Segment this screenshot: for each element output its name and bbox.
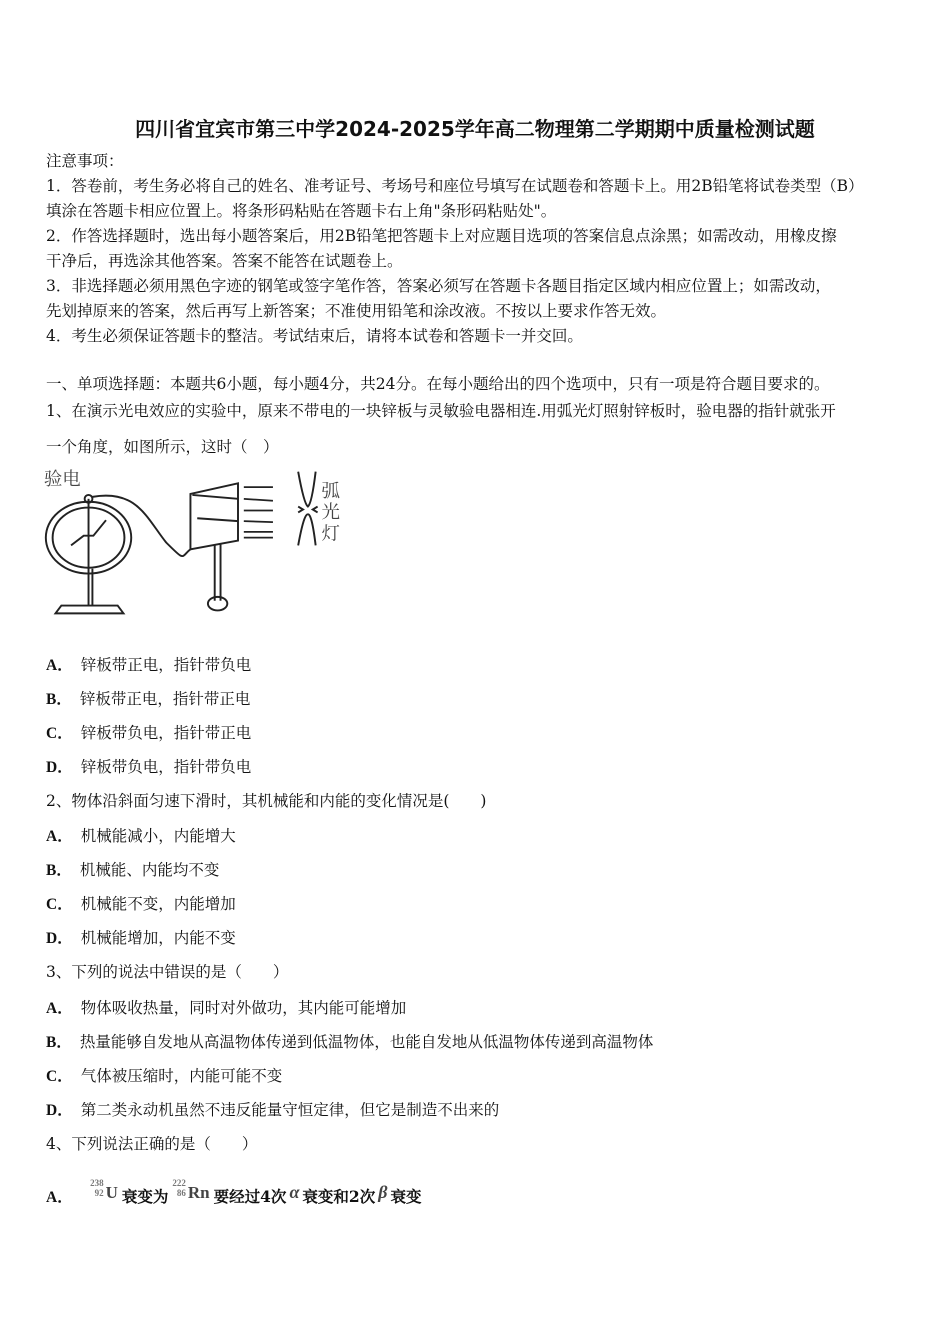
question-stem: 1、在演示光电效应的实验中，原来不带电的一块锌板与灵敏验电器相连.用弧光灯照射锌板时，验电器的指针就张开 — [46, 402, 836, 420]
option-d — [46, 757, 251, 778]
option-text: 锌板带正电，指针带正电 — [79, 690, 251, 708]
notice-line: 填涂在答题卡相应位置上。将条形码粘贴在答题卡右上角"条形码粘贴处"。 — [46, 202, 557, 220]
arc-lamp-lower — [298, 514, 315, 545]
option-key: A． — [46, 657, 73, 674]
option-c — [46, 1066, 282, 1087]
option-a — [46, 1178, 421, 1208]
page-title: 四川省宜宾市第三中学2024-2025学年高二物理第二学期期中质量检测试题 — [135, 117, 815, 141]
option-key: B． — [46, 1034, 72, 1051]
option-text: 机械能不变，内能增加 — [80, 895, 236, 913]
zinc-plate — [190, 483, 238, 549]
option-text: 锌板带正电，指针带负电 — [80, 656, 252, 674]
figure-label-arc: 光 — [321, 502, 340, 524]
question-stem: 4、下列说法正确的是（ ） — [46, 1135, 258, 1153]
nuclide-radon — [172, 1178, 209, 1208]
element-symbol: U — [105, 1183, 118, 1202]
atomic-number: 92 — [94, 1188, 104, 1198]
figure-label-arc: 灯 — [321, 523, 340, 545]
option-text: 锌板带负电，指针带负电 — [80, 758, 252, 776]
option-a — [46, 826, 236, 847]
option-b — [46, 1032, 653, 1053]
notice-heading: 注意事项： — [46, 152, 124, 170]
option-text: 物体吸收热量，同时对外做功，其内能可能增加 — [80, 999, 407, 1017]
alpha-symbol: α — [289, 1182, 300, 1202]
option-text: 衰变和2次 — [302, 1187, 376, 1206]
notice-line: 4．考生必须保证答题卡的整洁。考试结束后，请将本试卷和答题卡一并交回。 — [46, 327, 583, 345]
nuclide-uranium — [90, 1178, 118, 1208]
atomic-number: 86 — [176, 1188, 186, 1198]
option-key: D． — [46, 1102, 73, 1119]
option-key: B． — [46, 862, 72, 879]
option-key: C． — [46, 725, 73, 742]
option-b — [46, 689, 250, 710]
figure-label-electroscope: 验电 — [43, 469, 81, 491]
question-stem: 一个角度，如图所示，这时（ ） — [46, 438, 279, 456]
photoelectric-experiment-figure — [40, 460, 370, 625]
option-text: 机械能、内能均不变 — [79, 861, 220, 879]
option-d — [46, 1100, 499, 1121]
section-heading: 一、单项选择题：本题共6小题，每小题4分，共24分。在每小题给出的四个选项中，只有一项是符合题目要求的。 — [46, 375, 830, 393]
option-text: 机械能增加，内能不变 — [80, 929, 236, 947]
notice-line: 2．作答选择题时，选出每小题答案后，用2B铅笔把答题卡上对应题目选项的答案信息点涂黑；如需改动，用橡皮擦 — [46, 227, 837, 245]
notice-line: 3．非选择题必须用黑色字迹的钢笔或签字笔作答，答案必须写在答题卡各题目指定区域内相应位置上；如需改动， — [46, 277, 831, 295]
option-text: 第二类永动机虽然不违反能量守恒定律，但它是制造不出来的 — [80, 1101, 500, 1119]
question-stem: 3、下列的说法中错误的是（ ） — [46, 963, 289, 981]
element-symbol: Rn — [187, 1183, 210, 1202]
arc-lamp-upper — [298, 472, 315, 507]
option-text: 热量能够自发地从高温物体传递到低温物体，也能自发地从低温物体传递到高温物体 — [79, 1033, 654, 1051]
figure-label-arc: 弧 — [321, 480, 340, 502]
option-key: B． — [46, 691, 72, 708]
option-text: 衰变 — [390, 1187, 422, 1206]
option-key: D． — [46, 759, 73, 776]
option-d — [46, 928, 236, 949]
option-key: A． — [46, 1000, 73, 1017]
option-text: 气体被压缩时，内能可能不变 — [80, 1067, 283, 1085]
mass-number: 222 — [172, 1178, 186, 1188]
option-text: 要经过4次 — [213, 1187, 287, 1206]
option-key: A． — [46, 828, 73, 845]
option-text: 锌板带负电，指针带正电 — [80, 724, 252, 742]
option-a — [46, 655, 251, 676]
option-key: D． — [46, 930, 73, 947]
option-key: C． — [46, 896, 73, 913]
question-stem: 2、物体沿斜面匀速下滑时，其机械能和内能的变化情况是( ) — [46, 792, 487, 810]
option-key: A． — [46, 1189, 73, 1206]
option-a — [46, 998, 406, 1019]
notice-line: 先划掉原来的答案，然后再写上新答案；不准使用铅笔和涂改液。不按以上要求作答无效。 — [46, 302, 667, 320]
option-text: 衰变为 — [121, 1187, 169, 1206]
light-arrows — [244, 487, 273, 537]
option-b — [46, 860, 219, 881]
notice-line: 1．答卷前，考生务必将自己的姓名、准考证号、考场号和座位号填写在试题卷和答题卡上。用2B铅笔将试卷类型（B） — [46, 177, 864, 195]
mass-number: 238 — [90, 1178, 104, 1188]
beta-symbol: β — [378, 1182, 388, 1202]
option-c — [46, 894, 236, 915]
option-key: C． — [46, 1068, 73, 1085]
notice-line: 干净后，再选涂其他答案。答案不能答在试题卷上。 — [46, 252, 403, 270]
option-c — [46, 723, 251, 744]
option-text: 机械能减小，内能增大 — [80, 827, 236, 845]
